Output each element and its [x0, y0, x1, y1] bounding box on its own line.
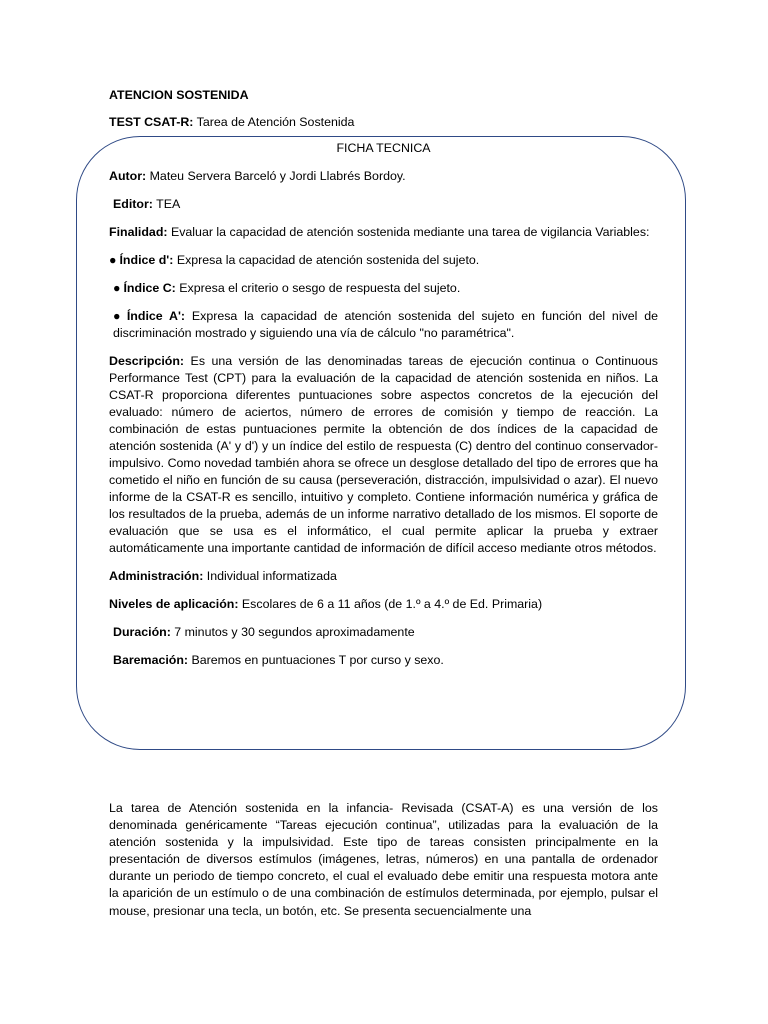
- document-title: ATENCION SOSTENIDA: [109, 88, 249, 102]
- bullet-icon: ●: [109, 253, 117, 267]
- bullet-text: Expresa la capacidad de atención sostenida del sujeto en función del nivel de discriminación mostrado y siguiendo una vía de cálculo "no paramétrica".: [113, 309, 659, 340]
- duracion-value: 7 minutos y 30 segundos aproximadamente: [170, 625, 415, 639]
- bullet-item: [109, 252, 658, 269]
- bullet-label: Índice C:: [123, 281, 176, 295]
- duracion-label: Duración:: [113, 625, 171, 639]
- document-subtitle: [109, 114, 354, 131]
- ficha-tecnica-content: [109, 140, 658, 680]
- bullet-text: Expresa la capacidad de atención sostenida del sujeto.: [173, 253, 480, 267]
- descripcion-label: Descripción:: [109, 354, 185, 368]
- autor-value: Mateu Servera Barceló y Jordi Llabrés Bordoy.: [146, 169, 406, 183]
- bullet-text: Expresa el criterio o sesgo de respuesta del sujeto.: [175, 281, 461, 295]
- niveles-value: Escolares de 6 a 11 años (de 1.º a 4.º de Ed. Primaria): [238, 597, 543, 611]
- bullet-item: [109, 280, 658, 297]
- bullet-item: [109, 308, 658, 342]
- autor-label: Autor:: [109, 169, 147, 183]
- administracion-row: [109, 568, 658, 585]
- editor-label: Editor:: [113, 197, 153, 211]
- baremacion-value: Baremos en puntuaciones T por curso y sexo.: [188, 653, 444, 667]
- descripcion-value: Es una versión de las denominadas tareas de ejecución continua o Continuous Performance Test (CPT) para la evaluación de la capacidad de atención sostenida en niños. La CSAT-R proporciona diferentes puntuaciones sobre aspectos concretos de la ejecución del evaluado: número de aciertos, número de errores de comisión y tiempo de reacción. La combinación de estas puntuaciones permite la obtención de dos índices de la capacidad de atención sostenida (A' y d') y un índice del estilo de respuesta (C) dentro del continuo conservador-impulsivo. Como novedad también ahora se ofrece un desglose detallado del tipo de errores que ha cometido el niño en función de su causa (perseveración, distracción, impulsividad o azar). El nuevo informe de la CSAT-R es sencillo, intuitivo y completo. Contiene información numérica y gráfica de los resultados de la prueba, además de un informe narrativo detallado de los mismos. El soporte de evaluación que se usa es el informático, el cual permite aplicar la prueba y extraer automáticamente una importante cantidad de información de difícil acceso mediante otros métodos.: [109, 354, 658, 555]
- baremacion-row: [109, 652, 658, 669]
- finalidad-value: Evaluar la capacidad de atención sostenida mediante una tarea de vigilancia Variables:: [167, 225, 650, 239]
- duracion-row: [109, 624, 658, 641]
- niveles-row: [109, 596, 658, 613]
- editor-value: TEA: [152, 197, 181, 211]
- administracion-label: Administración:: [109, 569, 204, 583]
- finalidad-row: [109, 224, 658, 241]
- administracion-value: Individual informatizada: [203, 569, 337, 583]
- subtitle-value: Tarea de Atención Sostenida: [193, 115, 355, 129]
- autor-row: [109, 168, 658, 185]
- baremacion-label: Baremación:: [113, 653, 189, 667]
- bullet-label: Índice A':: [126, 309, 186, 323]
- ficha-heading: FICHA TECNICA: [336, 141, 431, 155]
- descripcion-row: [109, 353, 658, 557]
- subtitle-label: TEST CSAT-R:: [109, 115, 194, 129]
- niveles-label: Niveles de aplicación:: [109, 597, 239, 611]
- bullet-icon: ●: [113, 281, 121, 295]
- body-paragraph: La tarea de Atención sostenida en la infancia- Revisada (CSAT-A) es una versión de los denominada genéricamente “Tareas ejecución continua”, utilizadas para la evaluación de la atención sostenida y la impulsividad. Este tipo de tareas consisten principalmente en la presentación de diversos estímulos (imágenes, letras, números) en una pantalla de ordenador durante un periodo de tiempo concreto, el cual el evaluado debe emitir una respuesta motora ante la aparición de un estímulo o de una combinación de estímulos determinada, por ejemplo, pulsar el mouse, presionar una tecla, un botón, etc. Se presenta secuencialmente una: [109, 801, 658, 918]
- bullet-icon: ●: [113, 309, 124, 323]
- bullet-label: Índice d':: [119, 253, 174, 267]
- editor-row: [109, 196, 658, 213]
- finalidad-label: Finalidad:: [109, 225, 168, 239]
